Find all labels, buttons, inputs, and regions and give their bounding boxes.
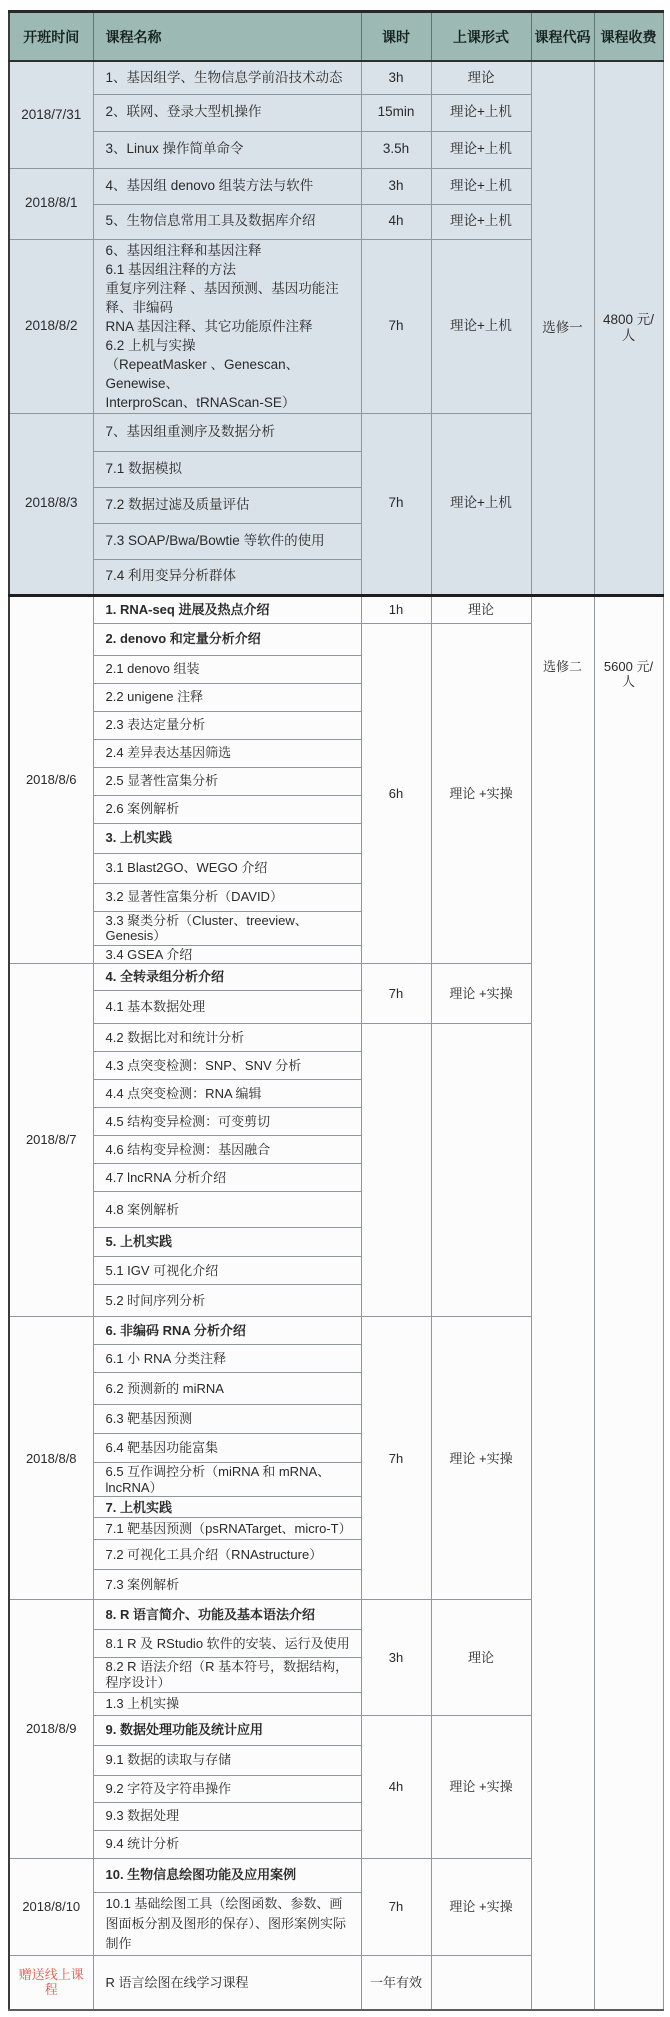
course-line: （RepeatMasker 、Genescan、Genewise、: [105, 356, 300, 391]
date-cell: 2018/7/31: [9, 61, 93, 168]
course-cell: 2.6 案例解析: [93, 795, 361, 823]
course-cell: 4.2 数据比对和统计分析: [93, 1024, 361, 1052]
course-cell: 4.8 案例解析: [93, 1192, 361, 1228]
hours-cell: 3h: [361, 168, 431, 204]
course-cell: 9.4 统计分析: [93, 1830, 361, 1858]
course-cell: 1.3 上机实操: [93, 1692, 361, 1715]
course-cell: 3、Linux 操作简单命令: [93, 131, 361, 168]
course-cell: 6.3 靶基因预测: [93, 1405, 361, 1434]
course-cell: 7.3 案例解析: [93, 1570, 361, 1600]
code-cell: 选修一: [531, 61, 594, 595]
course-cell: 7. 上机实践: [93, 1497, 361, 1518]
course-cell: 5.2 时间序列分析: [93, 1285, 361, 1317]
course-cell: 9.2 字符及字符串操作: [93, 1775, 361, 1802]
course-cell: 7.1 靶基因预测（psRNATarget、micro-T）: [93, 1518, 361, 1540]
date-cell: 2018/8/3: [9, 413, 93, 595]
hours-cell: 7h: [361, 964, 431, 1024]
course-cell: 2.1 denovo 组装: [93, 655, 361, 683]
format-cell: 理论+上机: [431, 413, 531, 595]
section-elective-2: [9, 595, 663, 2010]
course-cell: 4.5 结构变异检测：可变剪切: [93, 1108, 361, 1136]
format-cell: 理论 +实操: [431, 1317, 531, 1600]
course-line: 重复序列注释 、基因预测、基因功能注释、非编码: [105, 280, 339, 315]
header-cell-format: 上课形式: [431, 12, 531, 62]
table-row: [9, 61, 663, 94]
course-cell: 6.1 小 RNA 分类注释: [93, 1345, 361, 1373]
hours-cell: 6h: [361, 623, 431, 964]
course-cell: 9.1 数据的读取与存储: [93, 1745, 361, 1775]
format-cell: 理论: [431, 61, 531, 94]
hours-cell: 一年有效: [361, 1955, 431, 2010]
course-cell: 10. 生物信息绘图功能及应用案例: [93, 1858, 361, 1892]
course-cell: 8.2 R 语法介绍（R 基本符号，数据结构，程序设计）: [93, 1658, 361, 1692]
course-cell: 3. 上机实践: [93, 823, 361, 853]
course-cell: 8. R 语言简介、功能及基本语法介绍: [93, 1600, 361, 1630]
fee-cell: 5600 元/人: [594, 595, 663, 2010]
course-cell: 4.3 点突变检测：SNP、SNV 分析: [93, 1052, 361, 1080]
course-cell: 6.4 靶基因功能富集: [93, 1434, 361, 1463]
date-cell: 2018/8/2: [9, 239, 93, 413]
hours-cell: 3.5h: [361, 131, 431, 168]
gift-label: 赠送线上课程: [9, 1955, 93, 2010]
course-cell: 4. 全转录组分析介绍: [93, 964, 361, 991]
hours-cell-empty: [361, 1024, 431, 1317]
course-cell: 5. 上机实践: [93, 1228, 361, 1257]
course-cell: 2.3 表达定量分析: [93, 711, 361, 739]
course-cell: 6. 非编码 RNA 分析介绍: [93, 1317, 361, 1345]
format-cell: 理论+上机: [431, 168, 531, 204]
course-cell: 3.2 显著性富集分析（DAVID）: [93, 883, 361, 911]
course-cell: 4、基因组 denovo 组装方法与软件: [93, 168, 361, 204]
course-cell: 7、基因组重测序及数据分析: [93, 413, 361, 451]
course-cell: 9.3 数据处理: [93, 1802, 361, 1830]
header-row: [9, 12, 663, 62]
course-cell: 3.1 Blast2GO、WEGO 介绍: [93, 853, 361, 883]
date-cell: 2018/8/9: [9, 1600, 93, 1858]
course-line: InterproScan、tRNAScan-SE）: [105, 394, 296, 410]
course-line: 6.2 上机与实操: [105, 337, 196, 353]
course-cell: R 语言绘图在线学习课程: [93, 1955, 361, 2010]
date-cell: 2018/8/6: [9, 595, 93, 964]
course-cell: 6.2 预测新的 miRNA: [93, 1373, 361, 1405]
course-cell: 4.6 结构变异检测：基因融合: [93, 1136, 361, 1164]
course-cell: 2.5 显著性富集分析: [93, 767, 361, 795]
course-line: RNA 基因注释、其它功能原件注释: [105, 318, 313, 334]
format-cell-empty: [431, 1024, 531, 1317]
course-line: 6.1 基因组注释的方法: [105, 261, 237, 277]
hours-cell: 3h: [361, 1600, 431, 1715]
course-line: 6、基因组注释和基因注释: [105, 242, 262, 258]
course-cell: 7.3 SOAP/Bwa/Bowtie 等软件的使用: [93, 523, 361, 559]
hours-cell: 4h: [361, 1715, 431, 1858]
course-cell: 4.4 点突变检测：RNA 编辑: [93, 1080, 361, 1108]
course-cell: 3.3 聚类分析（Cluster、treeview、Genesis）: [93, 911, 361, 945]
date-cell: 2018/8/1: [9, 168, 93, 239]
format-cell: 理论 +实操: [431, 1715, 531, 1858]
hours-cell: 7h: [361, 413, 431, 595]
course-cell: 2.4 差异表达基因筛选: [93, 739, 361, 767]
header-cell-course: 课程名称: [93, 12, 361, 62]
format-cell: 理论 +实操: [431, 1858, 531, 1955]
course-schedule-table: [8, 10, 664, 2011]
format-cell: 理论: [431, 595, 531, 623]
header-cell-hours: 课时: [361, 12, 431, 62]
course-cell: 2、联网、登录大型机操作: [93, 94, 361, 131]
format-cell: 理论+上机: [431, 204, 531, 239]
course-cell: 1. RNA-seq 进展及热点介绍: [93, 595, 361, 623]
header-cell-code: 课程代码: [531, 12, 594, 62]
course-cell: 2.2 unigene 注释: [93, 683, 361, 711]
header-cell-date: 开班时间: [9, 12, 93, 62]
fee-cell: 4800 元/人: [594, 61, 663, 595]
hours-cell: 7h: [361, 239, 431, 413]
course-cell: 4.1 基本数据处理: [93, 991, 361, 1024]
header-cell-fee: 课程收费: [594, 12, 663, 62]
format-cell-empty: [431, 1955, 531, 2010]
course-cell: 8.1 R 及 RStudio 软件的安装、运行及使用: [93, 1630, 361, 1658]
format-cell: 理论+上机: [431, 94, 531, 131]
course-cell: 2. denovo 和定量分析介绍: [93, 623, 361, 655]
course-cell: 9. 数据处理功能及统计应用: [93, 1715, 361, 1745]
date-cell: 2018/8/7: [9, 964, 93, 1317]
format-cell: 理论 +实操: [431, 623, 531, 964]
format-cell: 理论: [431, 1600, 531, 1715]
section-elective-1: [9, 61, 663, 595]
course-cell: 6.5 互作调控分析（miRNA 和 mRNA、lncRNA）: [93, 1463, 361, 1497]
hours-cell: 4h: [361, 204, 431, 239]
format-cell: 理论 +实操: [431, 964, 531, 1024]
course-cell: 7.2 可视化工具介绍（RNAstructure）: [93, 1540, 361, 1570]
format-cell: 理论+上机: [431, 239, 531, 413]
course-cell: 5.1 IGV 可视化介绍: [93, 1257, 361, 1285]
hours-cell: 7h: [361, 1317, 431, 1600]
date-cell: 2018/8/8: [9, 1317, 93, 1600]
course-cell: 7.4 利用变异分析群体: [93, 559, 361, 595]
hours-cell: 15min: [361, 94, 431, 131]
course-cell: 3.4 GSEA 介绍: [93, 945, 361, 964]
hours-cell: 7h: [361, 1858, 431, 1955]
hours-cell: 1h: [361, 595, 431, 623]
date-cell: 2018/8/10: [9, 1858, 93, 1955]
course-cell: [93, 239, 361, 413]
course-cell: 4.7 lncRNA 分析介绍: [93, 1164, 361, 1192]
code-cell: 选修二: [531, 595, 594, 2010]
course-cell: 1、基因组学、生物信息学前沿技术动态: [93, 61, 361, 94]
format-cell: 理论+上机: [431, 131, 531, 168]
hours-cell: 3h: [361, 61, 431, 94]
course-cell: 7.2 数据过滤及质量评估: [93, 487, 361, 523]
course-cell: 10.1 基础绘图工具（绘图函数、参数、画图面板分割及图形的保存）、图形案例实际制作: [93, 1892, 361, 1955]
course-cell: 7.1 数据模拟: [93, 451, 361, 487]
course-cell: 5、生物信息常用工具及数据库介绍: [93, 204, 361, 239]
table-row: [9, 595, 663, 623]
